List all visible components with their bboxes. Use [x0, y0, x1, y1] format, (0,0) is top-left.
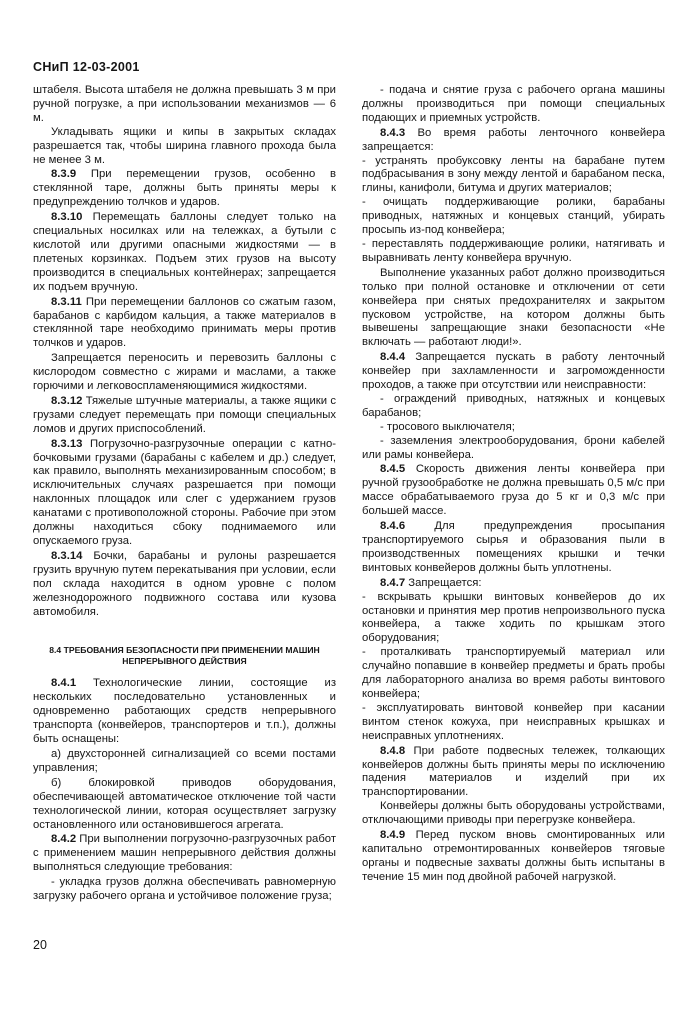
list-item: - заземления электрооборудования, брони кабелей или рамы конвейера. [362, 434, 665, 461]
clause-text: Во время работы ленточного конвейера запрещается: [362, 126, 665, 153]
list-item: - подача и снятие груза с рабочего органа машины должны производиться при помощи специальных подающих и приемных устройств. [362, 84, 665, 124]
clause-number: 8.3.9 [51, 168, 77, 181]
clause-8-3-10 [33, 211, 336, 294]
page-number: 20 [33, 938, 47, 952]
clause-text: Бочки, барабаны и рулоны разрешается грузить вручную путем перекатывания при условии, если пол склада находится в одном уровне с полом железнодорожного подвижного состава или кузова автомобиля. [33, 549, 336, 618]
list-item: б) блокировкой приводов оборудования, обеспечивающей автоматическое отключение той части технологической линии, которая осуществляет загрузку остановленного или остановившегося агрегата. [33, 776, 336, 831]
clause-text: Запрещается пускать в работу ленточный конвейер при захламленности и загроможденности проходов, а также при отсутствии или неисправности: [362, 351, 665, 392]
clause-number: 8.4.6 [380, 520, 406, 533]
paragraph: Выполнение указанных работ должно производиться только при полной остановке и отключении от сети конвейера при снятых предохранителях и закрытом пусковом устройстве, на котором должны быть вывешены запрещающие знаки безопасности «Не включать — работают люди!». [362, 266, 665, 349]
clause-8-4-3 [362, 127, 665, 155]
clause-text: Перемещать баллоны следует только на специальных носилках или на тележках, а бутыли с кислотой или другими опасными жидкостями — в плетеных корзинках. Подъем этих грузов на высоту производится в специальных контейнерах; запрещается их подъем вручную. [33, 211, 336, 293]
clause-number: 8.3.12 [51, 394, 83, 407]
clause-number: 8.4.7 [380, 576, 406, 589]
clause-text: Погрузочно-разгрузочные операции с катно-бочковыми грузами (барабаны с кабелем и др.) следует, как правило, выполнять механизированным способом; в исключительных случаях разрешается при помощи наклонных площадок или слег с удержанием грузов канатами с противоположной стороны. Рабочие при этом должны находиться сбоку поднимаемого или опускаемого груза. [33, 437, 336, 547]
clause-text: Тяжелые штучные материалы, а также ящики с грузами следует перемещать при помощи специальных ломов и других приспособлений. [33, 394, 336, 435]
clause-8-3-11 [33, 296, 336, 352]
clause-text: Технологические линии, состоящие из нескольких последовательно установленных и одновременно работающих средств непрерывного транспорта (конвейеров, транспортеров и т.п.), должны быть оснащены: [33, 677, 336, 746]
list-item: - тросового выключателя; [380, 420, 515, 433]
clause-8-3-13 [33, 438, 336, 549]
clause-8-3-14 [33, 550, 336, 620]
clause-number: 8.4.3 [380, 126, 406, 139]
clause-text: При перемещении баллонов со сжатым газом, барабанов с карбидом кальция, а также материалов в стеклянной таре необходимо принимать меры против толчков и ударов. [33, 295, 336, 350]
list-item: - устранять пробуксовку ленты на барабане путем подбрасывания в зону между лентой и барабаном песка, глины, канифоли, битума и других материалов; [362, 154, 665, 195]
clause-number: 8.3.14 [51, 549, 83, 562]
paragraph: штабеля. Высота штабеля не должна превышать 3 м при ручной погрузке, а при использовании механизмов — 6 м. [33, 84, 336, 124]
left-column [33, 84, 336, 904]
clause-number: 8.4.8 [380, 744, 406, 757]
clause-text: При выполнении погрузочно-разгрузочных работ с применением машин непрерывного действия должны выполняться следующие требования: [33, 833, 337, 874]
clause-number: 8.3.13 [51, 437, 83, 450]
paragraph: Конвейеры должны быть оборудованы устройствами, отключающими приводы при перегрузке конвейера. [362, 800, 665, 827]
list-item: - переставлять поддерживающие ролики, натягивать и выравнивать ленту конвейера вручную. [362, 237, 665, 264]
running-head: СНиП 12-03-2001 [33, 60, 140, 74]
clause-8-4-1 [33, 677, 336, 747]
paragraph: Укладывать ящики и кипы в закрытых складах разрешается так, чтобы ширина главного прохода была не менее 3 м. [33, 125, 336, 166]
clause-8-3-12 [33, 395, 336, 437]
paragraph: Запрещается переносить и перевозить баллоны с кислородом совместно с жирами и маслами, а также горючими и легковоспламеняющимися жидкостями. [33, 352, 336, 393]
clause-text: Скорость движения ленты конвейера при ручной грузообработке не должна превышать 0,5 м/с при массе обрабатываемого груза до 5 кг и 0,3 м/с при большей массе. [362, 463, 665, 518]
clause-8-4-4 [362, 351, 665, 393]
clause-8-4-2 [33, 833, 336, 875]
clause-8-4-5 [362, 463, 665, 519]
clause-8-4-6 [362, 520, 665, 576]
right-column [362, 84, 665, 885]
clause-8-4-7 [362, 577, 665, 591]
clause-number: 8.4.9 [380, 829, 406, 842]
clause-text: При работе подвесных тележек, толкающих конвейеров должны быть приняты меры по исключению падения материалов и изделий при их транспортировании. [362, 744, 665, 799]
list-item: - очищать поддерживающие ролики, барабаны приводных, натяжных и концевых станций, убирать просыпь из-под конвейера; [362, 196, 665, 237]
clause-number: 8.4.4 [380, 351, 406, 364]
clause-number: 8.4.1 [51, 677, 77, 690]
clause-8-3-9 [33, 168, 336, 210]
clause-text: Запрещается: [405, 576, 482, 589]
clause-text: Перед пуском вновь смонтированных или капитально отремонтированных конвейеров тяговые органы и подвесные захваты должны быть испытаны в течение 15 мин под двойной рабочей нагрузкой. [362, 829, 665, 883]
clause-number: 8.3.11 [51, 295, 82, 308]
clause-8-4-8 [362, 745, 665, 801]
list-item: а) двухсторонней сигнализацией со всеми постами управления; [33, 747, 336, 774]
list-item: - проталкивать транспортируемый материал или случайно попавшие в конвейер предметы и брать пробы для лабораторного анализа во время работы винтового конвейера; [362, 646, 665, 700]
list-item: - вскрывать крышки винтовых конвейеров до их остановки и принятия мер против непроизвольного пуска конвейера, а также ходить по крышкам этого оборудования; [362, 590, 665, 645]
clause-text: Для предупреждения просыпания транспортируемого сырья и образования пыли в производственных помещениях крышки и течки винтовых конвейеров должны быть уплотнены. [362, 520, 665, 574]
clause-8-4-9 [362, 829, 665, 885]
list-item: - эксплуатировать винтовой конвейер при касании винтом стенок кожуха, при неисправных крышках и неисправных уплотнениях. [362, 701, 665, 742]
clause-number: 8.3.10 [51, 211, 83, 224]
list-item: - укладка грузов должна обеспечивать равномерную загрузку рабочего органа и устойчивое положение груза; [33, 876, 336, 903]
list-item: - ограждений приводных, натяжных и концевых барабанов; [362, 392, 665, 419]
clause-number: 8.4.2 [51, 833, 77, 846]
clause-text: При перемещении грузов, особенно в стеклянной таре, должны быть приняты меры к предупреждению толчков и ударов. [33, 168, 336, 209]
clause-number: 8.4.5 [380, 463, 406, 476]
section-heading: 8.4 ТРЕБОВАНИЯ БЕЗОПАСНОСТИ ПРИ ПРИМЕНЕНИИ МАШИН НЕПРЕРЫВНОГО ДЕЙСТВИЯ [49, 645, 320, 667]
